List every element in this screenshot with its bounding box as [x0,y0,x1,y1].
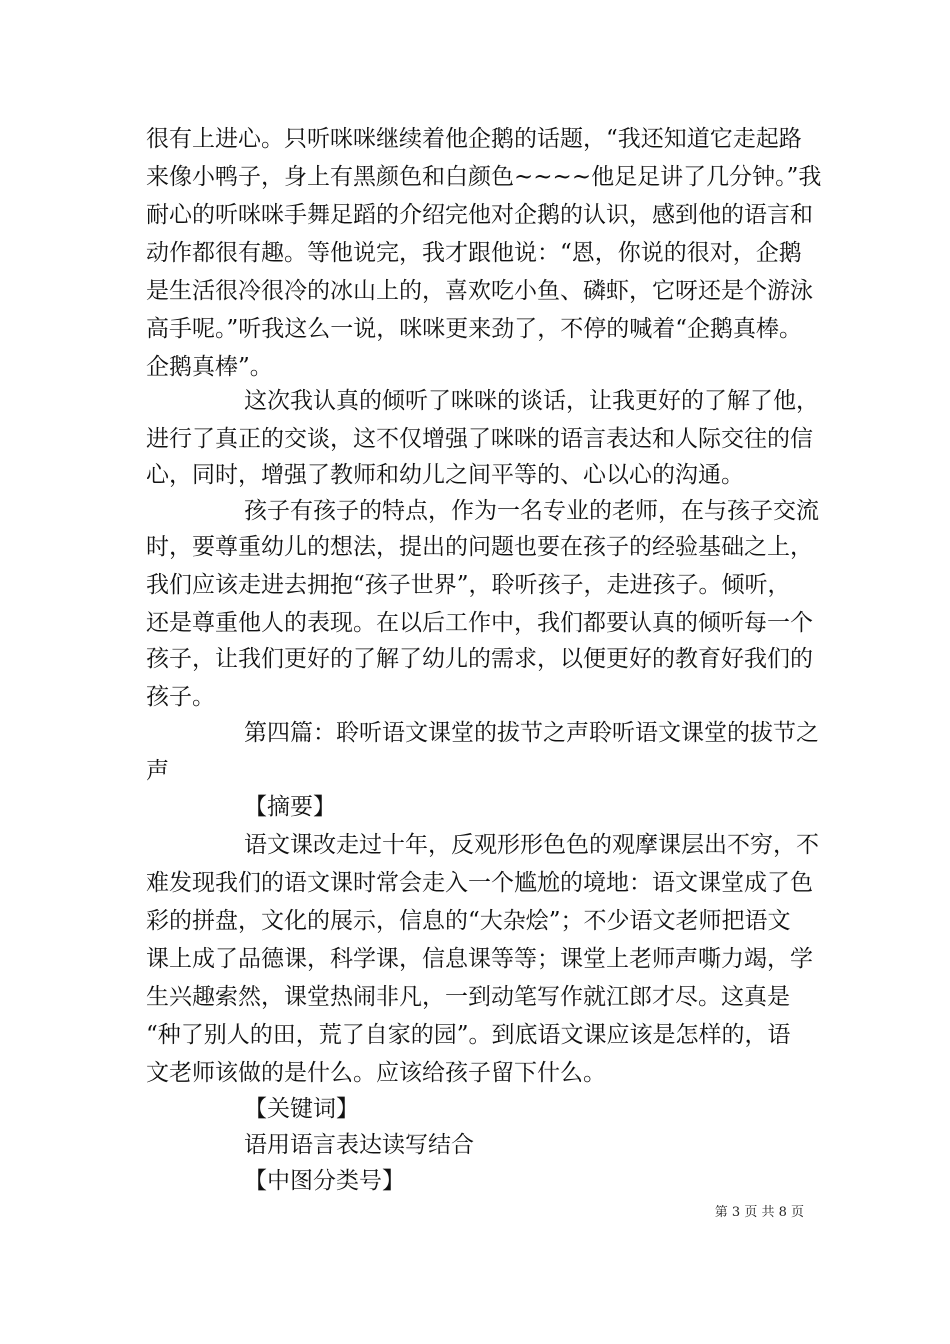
text-line: 心，同时，增强了教师和幼儿之间平等的、心以心的沟通。 [146,462,744,488]
text-line: 高手呢。”听我这么一说，咪咪更来劲了，不停的喊着“企鹅真棒。 [146,316,803,342]
paragraph-first-line: 这次我认真的倾听了咪咪的谈话，让我更好的了解了他， [244,388,819,414]
classification-label: 【中图分类号】 [244,1168,405,1194]
section-heading-continued: 声 [146,758,169,784]
page-number: 第 3 页 共 8 页 [714,1205,804,1220]
text-line: 生兴趣索然，课堂热闹非凡，一到动笔写作就江郎才尽。这真是 [146,984,790,1010]
section-heading: 第四篇：聆听语文课堂的拔节之声聆听语文课堂的拔节之 [244,720,819,746]
paragraph-first-line: 语文课改走过十年，反观形形色色的观摩课层出不穷，不 [244,832,819,858]
text-line: 耐心的听咪咪手舞足蹈的介绍完他对企鹅的认识，感到他的语言和 [146,202,813,228]
text-line: 时，要尊重幼儿的想法，提出的问题也要在孩子的经验基础之上， [146,534,813,560]
text-line: 进行了真正的交谈，这不仅增强了咪咪的语言表达和人际交往的信 [146,426,813,452]
text-line: 文老师该做的是什么。应该给孩子留下什么。 [146,1060,606,1086]
text-line: 我们应该走进去拥抱“孩子世界”，聆听孩子，走进孩子。倾听， [146,572,791,598]
text-line: 难发现我们的语文课时常会走入一个尴尬的境地：语文课堂成了色 [146,870,813,896]
text-line: 课上成了品德课，科学课，信息课等等；课堂上老师声嘶力竭，学 [146,946,813,972]
paragraph-first-line: 孩子有孩子的特点，作为一名专业的老师，在与孩子交流 [244,498,819,524]
keywords-text: 语用语言表达读写结合 [244,1132,474,1158]
text-line: “种了别人的田，荒了自家的园”。到底语文课应该是怎样的，语 [146,1022,791,1048]
keywords-label: 【关键词】 [244,1096,359,1122]
text-line: 很有上进心。只听咪咪继续着他企鹅的话题，“我还知道它走起路 [146,126,802,152]
text-line: 彩的拼盘，文化的展示，信息的“大杂烩”；不少语文老师把语文 [146,908,791,934]
text-line: 是生活很冷很冷的冰山上的，喜欢吃小鱼、磷虾，它呀还是个游泳 [146,278,813,304]
text-line: 来像小鸭子，身上有黑颜色和白颜色~~~~他足足讲了几分钟。”我 [146,164,822,190]
abstract-label: 【摘要】 [244,794,336,820]
text-line: 还是尊重他人的表现。在以后工作中，我们都要认真的倾听每一个 [146,610,813,636]
text-line: 动作都很有趣。等他说完，我才跟他说：“恩，你说的很对，企鹅 [146,240,802,266]
text-line: 孩子，让我们更好的了解了幼儿的需求，以便更好的教育好我们的 [146,646,813,672]
text-line: 企鹅真棒”。 [146,354,273,380]
text-line: 孩子。 [146,684,215,710]
